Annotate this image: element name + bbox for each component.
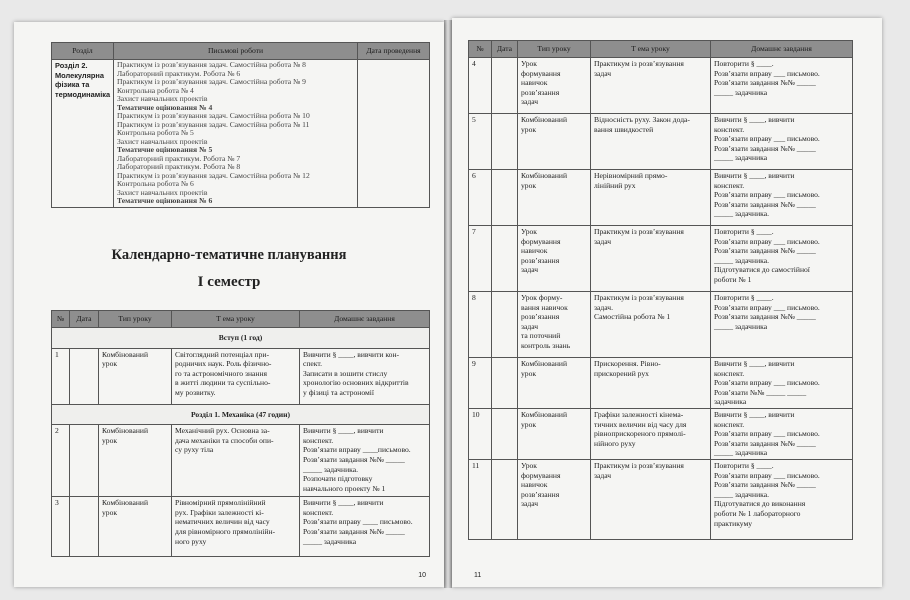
text-line: Розв’язати завдання №№ _____ [303,454,405,464]
header-written-works: Письмові роботи [114,43,358,60]
row-lesson-topic [591,58,711,114]
text-line: Практикум із розв’язування [594,227,684,236]
table-row [469,170,853,226]
text-line: у фізиці та астрономії [303,387,375,397]
text-line: Розв’язати №№ _____ _____ [714,387,807,397]
written-work-item: Практикум із розв’язування задач. Самостійна робота № 10 [117,111,310,120]
text-line: вання навичок [521,302,568,312]
right-lessons-table [468,40,853,540]
semester-title: І семестр [197,274,261,290]
works-list [114,60,358,208]
text-line: конспект. [714,180,745,190]
row-date [492,408,518,459]
row-number: 9 [469,358,492,409]
date-cell [358,60,430,208]
row-homework [711,170,853,226]
text-line: навичок [521,78,548,88]
text-line: навичок [521,480,548,490]
table-row [52,425,430,497]
section-title: Вступ (1 год) [52,328,430,349]
row-homework [711,58,853,114]
written-work-item: Тематичне оцінювання № 6 [117,196,213,205]
row-date [492,459,518,539]
text-line: задач. [594,302,614,312]
row-number: 6 [469,170,492,226]
text-line: практикуму [714,518,753,528]
text-line: Записати в зошити стислу [303,368,388,378]
table-row [469,459,853,539]
left-page [14,22,444,587]
row-lesson-topic [172,425,300,497]
text-line: розв’язання [521,489,560,499]
row-date [492,358,518,409]
row-date [492,226,518,292]
text-line: формування [521,68,561,78]
text-line: нійного руху [594,438,636,448]
header-date-held: Дата проведення [358,43,430,60]
text-line: ного руху [175,536,207,546]
row-homework [300,425,430,497]
text-line: нематичних величин від часу [175,517,270,527]
text-line: Вивчити § ____, вивчити [714,409,795,419]
text-line: Розв’язати завдання №№ _____ [714,246,816,256]
text-line: Рівномірний прямолінійний [175,498,266,508]
written-work-item: Тематичне оцінювання № 4 [117,102,213,112]
text-line: Комбінований [521,409,568,419]
text-line: роботи № 1 лабораторного [714,508,801,518]
row-homework [300,497,430,557]
text-line: Вивчити § ____, вивчити [714,115,795,124]
text-line: вання швидкостей [594,124,654,134]
text-line: Розв’язати вправу ___ письмово. [714,429,820,439]
header-date: Дата [70,311,99,328]
header-number: № [52,311,70,328]
text-line: Відносність руху. Закон дода- [594,115,690,124]
table-row [469,358,853,409]
header-homework: Домашнє завдання [711,41,853,58]
written-work-item: Контрольна робота № 5 [117,128,194,137]
row-date [492,292,518,358]
text-line: _____ задачника. [714,255,769,265]
row-homework [711,292,853,358]
row-number: 8 [469,292,492,358]
text-line: Комбінований [521,115,568,124]
row-date [70,348,99,404]
text-line: Вивчити § ____, вивчити [303,426,384,436]
text-line: Розв’язати вправу ___ письмово. [714,190,820,200]
text-line: в житті людини та суспільно- [175,378,271,388]
section-row [52,328,430,349]
text-line: Розв’язати завдання №№ _____ [714,78,816,88]
written-work-item: Лабораторний практикум. Робота № 8 [117,162,241,171]
text-line: конспект. [303,435,334,445]
header-lesson-topic: Т ема уроку [591,41,711,58]
row-lesson-topic [591,170,711,226]
text-line: формування [521,236,561,246]
text-line: розв’язання [521,255,560,265]
text-line: Практикум із розв’язування [594,59,684,68]
text-line: Урок [521,59,537,68]
written-work-item: Лабораторний практикум. Робота № 7 [117,153,241,163]
row-lesson-type [518,226,591,292]
row-homework [711,459,853,539]
row-lesson-type [518,58,591,114]
text-line: Розв’язати вправу ___ письмово. [714,302,820,312]
text-line: Урок [521,227,537,236]
section-name: Розділ 2. Молекулярна фізика та термодинаміка [52,60,114,208]
text-line: Вивчити § ____, вивчити кон- [303,349,400,359]
row-lesson-type [518,170,591,226]
row-number: 7 [469,226,492,292]
table-row [469,114,853,170]
row-homework [711,226,853,292]
row-lesson-topic [591,226,711,292]
table-row [52,497,430,557]
row-homework [711,358,853,409]
text-line: _____ задачника [303,536,357,546]
text-line: розв’язання [521,312,560,322]
header-homework: Домашнє завдання [300,311,430,328]
text-line: урок [521,124,537,134]
row-date [492,170,518,226]
section-title: Розділ 1. Механіка (47 годин) [52,404,430,425]
row-lesson-topic [591,459,711,539]
left-lessons-table [51,310,430,557]
page-number-left: 10 [418,572,426,579]
text-line: Розв’язати вправу ___ письмово. [714,470,820,480]
text-line: урок [102,507,118,517]
text-line: та поточний [521,331,561,341]
text-line: Самостійна робота № 1 [594,312,671,322]
written-work-item: Практикум із розв’язування задач. Самостійна робота № 9 [117,77,306,86]
text-line: Підготуватися до самостійної [714,265,810,275]
table-row [469,408,853,459]
text-line: Практикум із розв’язування [594,460,684,470]
text-line: _____ задачника [714,153,768,163]
text-line: конспект. [303,507,334,517]
text-line: навичок [521,246,548,256]
plan-title: Календарно-тематичне планування [111,247,347,263]
text-line: Підготуватися до виконання [714,499,806,509]
header-date: Дата [492,41,518,58]
text-line: Вивчити § ____, вивчити [303,498,384,508]
written-work-item: Лабораторний практикум. Робота № 6 [117,68,241,78]
text-line: Вивчити § ____, вивчити [714,171,795,180]
text-line: Повторити § ____. [714,293,774,302]
text-line: урок [102,359,118,369]
text-line: урок [521,419,537,429]
row-date [492,114,518,170]
row-number: 5 [469,114,492,170]
written-work-item: Захист навчальних проектів [117,94,208,103]
text-line: _____ задачника [714,87,768,97]
text-line: задачника [714,397,747,407]
book-gutter [444,20,452,588]
text-line: _____ задачника [714,321,768,331]
row-date [492,58,518,114]
text-line: Повторити § ____. [714,227,774,236]
text-line: спект. [303,359,323,369]
text-line: Розв’язати вправу ___ письмово. [714,378,820,388]
row-lesson-type [99,497,172,557]
text-line: контроль знань [521,340,571,350]
table-row [52,348,430,404]
table-row [469,58,853,114]
text-line: му розвитку. [175,387,216,397]
text-line: Розв’язати завдання №№ _____ [714,480,816,490]
text-line: лінійний рух [594,180,636,190]
text-line: Нерівномірний прямо- [594,171,668,180]
text-line: Розв’язати вправу ____ письмово. [303,517,413,527]
written-work-item: Тематичне оцінювання № 5 [117,145,213,154]
row-lesson-topic [172,497,300,557]
header-section: Розділ [52,43,114,60]
text-line: Розв’язати завдання №№ _____ [714,438,816,448]
written-work-item: Практикум із розв’язування задач. Самостійна робота № 11 [117,119,310,129]
text-line: Розв’язати завдання №№ _____ [714,199,816,209]
header-lesson-type: Тип уроку [99,311,172,328]
text-line: урок [521,180,537,190]
text-line: для рівномірного прямолінійн- [175,526,276,536]
text-line: Комбінований [102,426,149,436]
row-lesson-type [518,358,591,409]
text-line: _____ задачника. [714,489,769,499]
text-line: рівноприскореного прямолі- [594,429,686,439]
text-line: роботи № 1 [714,274,752,284]
text-line: Урок форму- [521,293,563,302]
row-date [70,497,99,557]
row-lesson-topic [591,114,711,170]
row-number: 3 [52,497,70,557]
text-line: задач [594,470,612,480]
row-number: 2 [52,425,70,497]
text-line: рух. Графіки залежності кі- [175,507,264,517]
text-line: задач [521,97,539,107]
row-number: 11 [469,459,492,539]
written-work-item: Практикум із розв’язування задач. Самостійна робота № 12 [117,170,310,180]
row-lesson-topic [591,292,711,358]
text-line: тичних величин від часу для [594,419,687,429]
row-number: 10 [469,408,492,459]
row-lesson-topic [172,348,300,404]
text-line: родничих наук. Роль фізично- [175,359,272,369]
written-works-table [51,42,430,208]
text-line: навчального проекту № 1 [303,483,386,493]
text-line: урок [102,435,118,445]
row-lesson-type [518,408,591,459]
text-line: _____ задачника. [303,464,358,474]
text-line: Розпочати підготовку [303,474,373,484]
text-line: Вивчити § ____, вивчити [714,359,795,368]
text-line: Повторити § ____. [714,460,774,470]
text-line: Практикум із розв’язування [594,293,684,302]
row-lesson-type [518,114,591,170]
text-line: конспект. [714,124,745,134]
text-line: задач [521,499,539,509]
text-line: Прискорення. Рівно- [594,359,661,368]
text-line: задач [594,236,612,246]
text-line: конспект. [714,419,745,429]
row-number: 4 [469,58,492,114]
text-line: Урок [521,460,537,470]
text-line: формування [521,470,561,480]
row-lesson-topic [591,408,711,459]
text-line: урок [521,368,537,378]
page-number-right: 11 [474,572,482,579]
row-lesson-type [99,425,172,497]
written-work-item: Контрольна робота № 4 [117,85,194,95]
row-lesson-topic [591,358,711,409]
text-line: Розв’язати вправу ___ письмово. [714,134,820,144]
row-homework [300,348,430,404]
text-line: Розв’язати вправу ___ письмово. [714,236,820,246]
text-line: Комбінований [102,349,149,359]
row-homework [711,408,853,459]
text-line: Комбінований [521,359,568,368]
text-line: дача механіки та способи опи- [175,435,274,445]
text-line: _____ задачника. [714,209,769,219]
text-line: Розв’язати завдання №№ _____ [714,312,816,322]
text-line: розв’язання [521,87,560,97]
text-line: конспект. [714,368,745,378]
right-page [452,18,882,587]
written-work-item: Захист навчальних проектів [117,187,208,197]
written-work-item: Контрольна робота № 6 [117,179,194,188]
written-work-item: Захист навчальних проектів [117,136,208,146]
text-line: задач [521,265,539,275]
text-line: Розв’язати завдання №№ _____ [303,526,405,536]
text-line: Розв’язати вправу ____письмово. [303,445,411,455]
text-line: задач [594,68,612,78]
header-number: № [469,41,492,58]
text-line: Розв’язати вправу ___ письмово. [714,68,820,78]
row-lesson-type [99,348,172,404]
text-line: Комбінований [521,171,568,180]
table-row [469,292,853,358]
row-homework [711,114,853,170]
header-lesson-topic: Т ема уроку [172,311,300,328]
text-line: Комбінований [102,498,149,508]
table-row [469,226,853,292]
text-line: задач [521,321,539,331]
text-line: су руху тіла [175,445,214,455]
header-lesson-type: Тип уроку [518,41,591,58]
text-line: Графіки залежності кінема- [594,409,684,419]
section-row [52,404,430,425]
text-line: го та астрономічного знання [175,368,268,378]
text-line: Механічний рух. Основна за- [175,426,270,436]
text-line: Повторити § ____. [714,59,774,68]
row-date [70,425,99,497]
text-line: хронологію основних відкриттів [303,378,409,388]
row-number: 1 [52,348,70,404]
row-lesson-type [518,459,591,539]
row-lesson-type [518,292,591,358]
text-line: _____ задачника [714,448,768,458]
text-line: Розв’язати завдання №№ _____ [714,143,816,153]
text-line: прискорений рух [594,368,649,378]
written-work-item: Практикум із розв’язування задач. Самостійна робота № 8 [117,60,306,69]
text-line: Світоглядний потенціал при- [175,349,270,359]
